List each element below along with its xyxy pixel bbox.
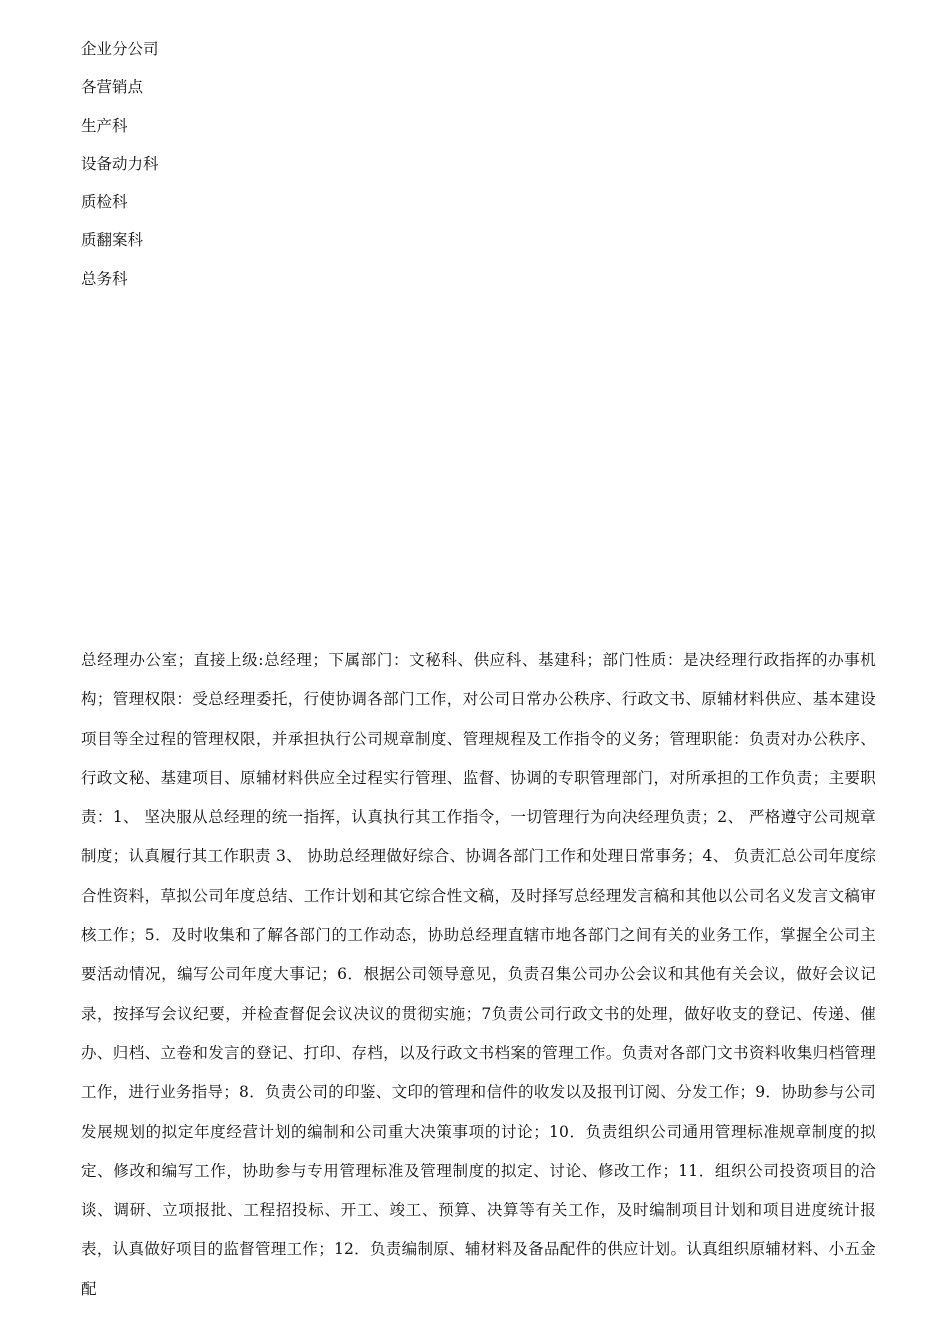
office-duties-paragraph: 总经理办公室；直接上级:总经理；下属部门：文秘科、供应科、基建科；部门性质：是决经理行政指挥的办事机构；管理权限：受总经理委托，行使协调各部门工作，对公司日常办公秩序、行政文书、原辅材料供应、基本建设项目等全过程的管理权限，并承担执行公司规章制度、管理规程及工作指令的义务；管理职能：负责对办公秩序、行政文秘、基建项目、原辅材料供应全过程实行管理、监督、协调的专职管理部门，对所承担的工作负责；主要职责：1、 坚决服从总经理的统一指挥，认真执行其工作指令，一切管理行为向决经理负责；2、 严格遵守公司规章制度；认真履行其工作职责 3、 协助总经理做好综合、协调各部门工作和处理日常事务；4、 负责汇总公司年度综合性资料，草拟公司年度总结、工作计划和其它综合性文稿，及时择写总经理发言稿和其他以公司名义发言文稿审核工作；5．及时收集和了解各部门的工作动态，协助总经理直辖市地各部门之间有关的业务工作，掌握全公司主要活动情况，编写公司年度大事记；6．根据公司领导意见，负责召集公司办公会议和其他有关会议，做好会议记录，按择写会议纪要，并检查督促会议决议的贯彻实施；7负责公司行政文书的处理，做好收支的登记、传递、催办、归档、立卷和发言的登记、打印、存档，以及行政文书档案的管理工作。负责对各部门文书资料收集归档管理工作，进行业务指导；8．负责公司的印鉴、文印的管理和信件的收发以及报刊订阅、分发工作；9．协助参与公司发展规划的拟定年度经营计划的编制和公司重大决策事项的讨论；10．负责组织公司通用管理标准规章制度的拟定、修改和编写工作，协助参与专用管理标准及管理制度的拟定、讨论、修改工作；11．组织公司投资项目的洽谈、调研、立项报批、工程招投标、开工、竣工、预算、决算等有关工作，及时编制项目计划和项目进度统计报表，认真做好项目的监督管理工作；12．负责编制原、辅材料及备品配件的供应计划。认真组织原辅材料、小五金配 [81,651,876,1298]
department-item: 质翻案科 [81,231,144,250]
department-item: 总务科 [81,269,128,288]
department-item: 企业分公司 [81,40,159,58]
department-item: 设备动力科 [81,154,159,173]
department-item: 生产科 [81,116,128,135]
department-item: 各营销点 [81,78,144,97]
department-item: 质检科 [81,193,128,212]
department-list [81,30,159,298]
